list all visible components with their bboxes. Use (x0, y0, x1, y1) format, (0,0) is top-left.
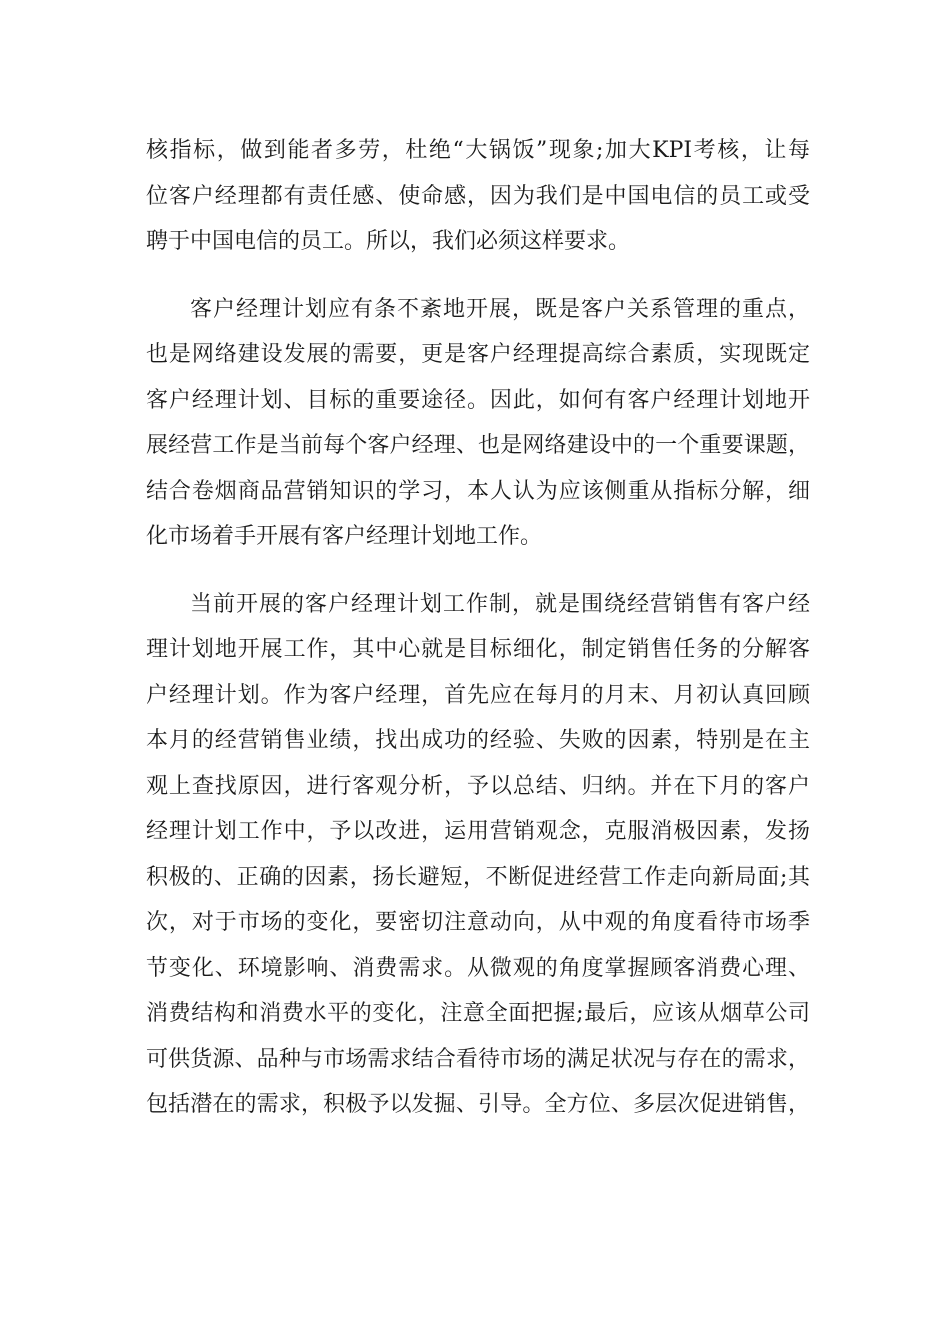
text-line: 积极的、正确的因素，扬长避短，不断促进经营工作走向新局面;其 (146, 864, 810, 890)
text-line: 消费结构和消费水平的变化，注意全面把握;最后，应该从烟草公司 (146, 1001, 810, 1026)
text-line: 展经营工作是当前每个客户经理、也是网络建设中的一个重要课题， (146, 433, 810, 458)
text-line: 当前开展的客户经理计划工作制，就是围绕经营销售有客户经 (190, 591, 810, 617)
text-line: 结合卷烟商品营销知识的学习，本人认为应该侧重从指标分解，细 (146, 478, 810, 504)
text-line: 包括潜在的需求，积极予以发掘、引导。全方位、多层次促进销售， (146, 1092, 810, 1117)
document-body (146, 128, 810, 1128)
text-line: 客户经理计划应有条不紊地开展，既是客户关系管理的重点， (190, 296, 810, 322)
text-line: 户经理计划。作为客户经理，首先应在每月的月末、月初认真回顾 (146, 682, 810, 708)
text-line: 经理计划工作中，予以改进，运用营销观念，克服消极因素，发扬 (146, 819, 810, 844)
text-line: 理计划地开展工作，其中心就是目标细化，制定销售任务的分解客 (146, 637, 810, 662)
text-line: 位客户经理都有责任感、使命感，因为我们是中国电信的员工或受 (146, 183, 810, 209)
text-line: 聘于中国电信的员工。所以，我们必须这样要求。 (146, 229, 631, 254)
text-line: 次，对于市场的变化，要密切注意动向，从中观的角度看待市场季 (146, 910, 810, 935)
paragraph-3 (146, 582, 810, 1128)
text-line: 核指标，做到能者多劳，杜绝“大锅饭”现象;加大KPI考核，让每 (146, 138, 810, 163)
paragraph-2 (146, 287, 810, 560)
paragraph-1 (146, 128, 810, 265)
text-line: 客户经理计划、目标的重要途径。因此，如何有客户经理计划地开 (146, 387, 810, 413)
text-line: 节变化、环境影响、消费需求。从微观的角度掌握顾客消费心理、 (146, 955, 810, 981)
text-line: 本月的经营销售业绩，找出成功的经验、失败的因素，特别是在主 (146, 728, 810, 753)
text-line: 可供货源、品种与市场需求结合看待市场的满足状况与存在的需求， (146, 1046, 810, 1072)
text-line: 观上查找原因，进行客观分析，予以总结、归纳。并在下月的客户 (146, 773, 810, 799)
text-line: 化市场着手开展有客户经理计划地工作。 (146, 524, 543, 549)
text-line: 也是网络建设发展的需要，更是客户经理提高综合素质，实现既定 (146, 342, 810, 367)
